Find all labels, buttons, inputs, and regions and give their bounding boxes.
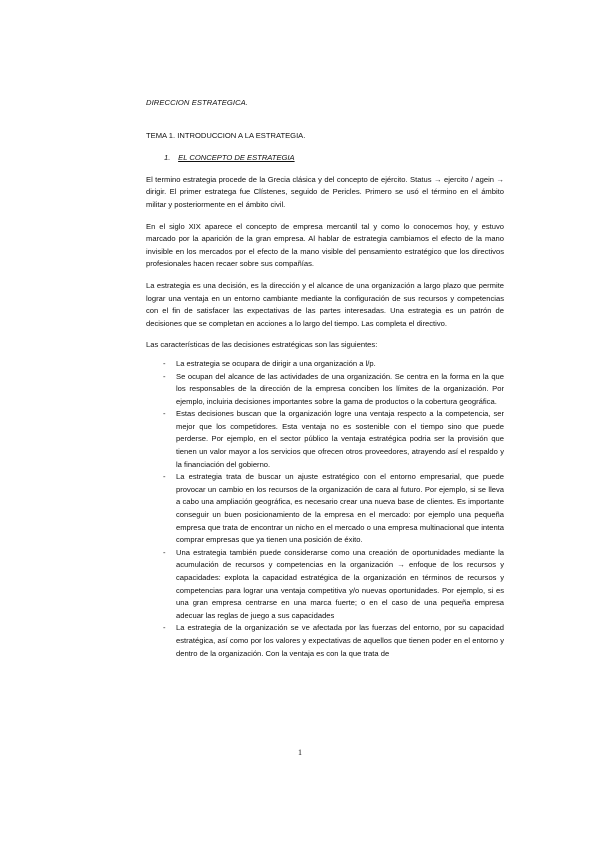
list-item-text: Una estrategia también puede considerarse como una creación de oportunidades mediante la acumulación de recursos y competencias en la organización → enfoque de los recursos y capacidades: explota la capacidad estratégica de la organización en términos de recursos y competencias para lograr una ventaja competitiva y/o nuevas oportunidades. Por ejemplo, si es una gran empresa centrarse en una marca fuerte; o en el caso de una pequeña empresa adecuar las reglas de juego a sus capacidades xyxy=(176,547,504,620)
bullet-marker: - xyxy=(163,547,166,557)
topic-title: TEMA 1. INTRODUCCION A LA ESTRATEGIA. xyxy=(146,130,306,140)
list-item-text: Se ocupan del alcance de las actividades de una organización. Se centra en la forma en la que los responsables de la dirección de la empresa conciben los límites de la organización. Por ejemplo, incluiria decisiones importantes sobre la gama de productos o la cobertura geográfica. xyxy=(176,371,504,406)
list-item xyxy=(146,408,504,471)
paragraph: Las características de las decisiones estratégicas son las siguientes: xyxy=(146,340,378,350)
list-item-text: La estrategia trata de buscar un ajuste estratégico con el entorno empresarial, que puede provocar un cambio en los recursos de la organización de cara al futuro. Por ejemplo, si se lleva a cabo una ampliación geográfica, es necesario crear una nueva base de clientes. Es importante conseguir un buen posicionamiento de la empresa en el mercado: por ejemplo una pequeña empresa que trata de encontrar un nicho en el mercado o una empresa multinacional que intenta comprar empresas que ya tienen una posición de éxito. xyxy=(176,472,504,545)
list-item xyxy=(146,358,504,371)
list-item xyxy=(146,371,504,409)
page-content xyxy=(146,97,504,660)
section-heading xyxy=(164,152,504,165)
page-number: 1 xyxy=(298,748,302,757)
paragraph: La estrategia es una decisión, es la dirección y el alcance de una organización a largo plazo que permite lograr una ventaja en un entorno cambiante mediante la configuración de sus recursos y competencias con el fin de satisfacer las expectativas de las partes interesadas. Una estrategia es un patrón de decisiones que se completan en acciones a lo largo del tiempo. Las completa el directivo. xyxy=(146,280,504,328)
bullet-marker: - xyxy=(163,472,166,482)
section-title: EL CONCEPTO DE ESTRATEGIA xyxy=(178,153,295,163)
paragraph: En el siglo XIX aparece el concepto de empresa mercantil tal y como lo conocemos hoy, y estuvo marcado por la aparición de la gran empresa. Al hablar de estrategia cambiamos el efecto de la mano invisible en los mercados por el efecto de la mano visible del pensamiento estratégico que los directivos profesionales hacen recaer sobre sus compañías. xyxy=(146,221,504,269)
list-item-text: Estas decisiones buscan que la organización logre una ventaja respecto a la competencia, ser mejor que los competidores. Esta ventaja no es sostenible con el tiempo sino que puede perderse. Por ejemplo, en el sector público la ventaja estratégica podria ser la provisión que tienen un valor mayor a los servicios que ofrecen otros proveedores, atrayendo así el respaldo y la financiación del gobierno. xyxy=(176,409,504,469)
course-title: DIRECCION ESTRATEGICA. xyxy=(146,98,249,107)
section-number: 1. xyxy=(164,153,171,163)
list-item-text: La estrategia de la organización se ve afectada por las fuerzas del entorno, por su capacidad estratégica, así como por los valores y expectativas de aquellos que tienen poder en el entorno y dentro de la organización. Con la ventaja es con la que trata de xyxy=(176,623,504,658)
bullet-marker: - xyxy=(163,358,166,368)
list-item xyxy=(146,547,504,623)
bullet-marker: - xyxy=(163,409,166,419)
list-item xyxy=(146,471,504,547)
bullet-marker: - xyxy=(163,371,166,381)
bullet-marker: - xyxy=(163,623,166,633)
paragraph: El termino estrategia procede de la Grecia clásica y del concepto de ejército. Status → ejercito / agein → dirigir. El primer estratega fue Clístenes, seguido de Pericles. Primero se usó el término en el ámbito militar y posteriormente en el ámbito civil. xyxy=(146,174,504,209)
characteristics-list xyxy=(146,358,504,660)
list-item-text: La estrategia se ocupara de dirigir a una organización a l/p. xyxy=(176,358,376,368)
list-item xyxy=(146,622,504,660)
